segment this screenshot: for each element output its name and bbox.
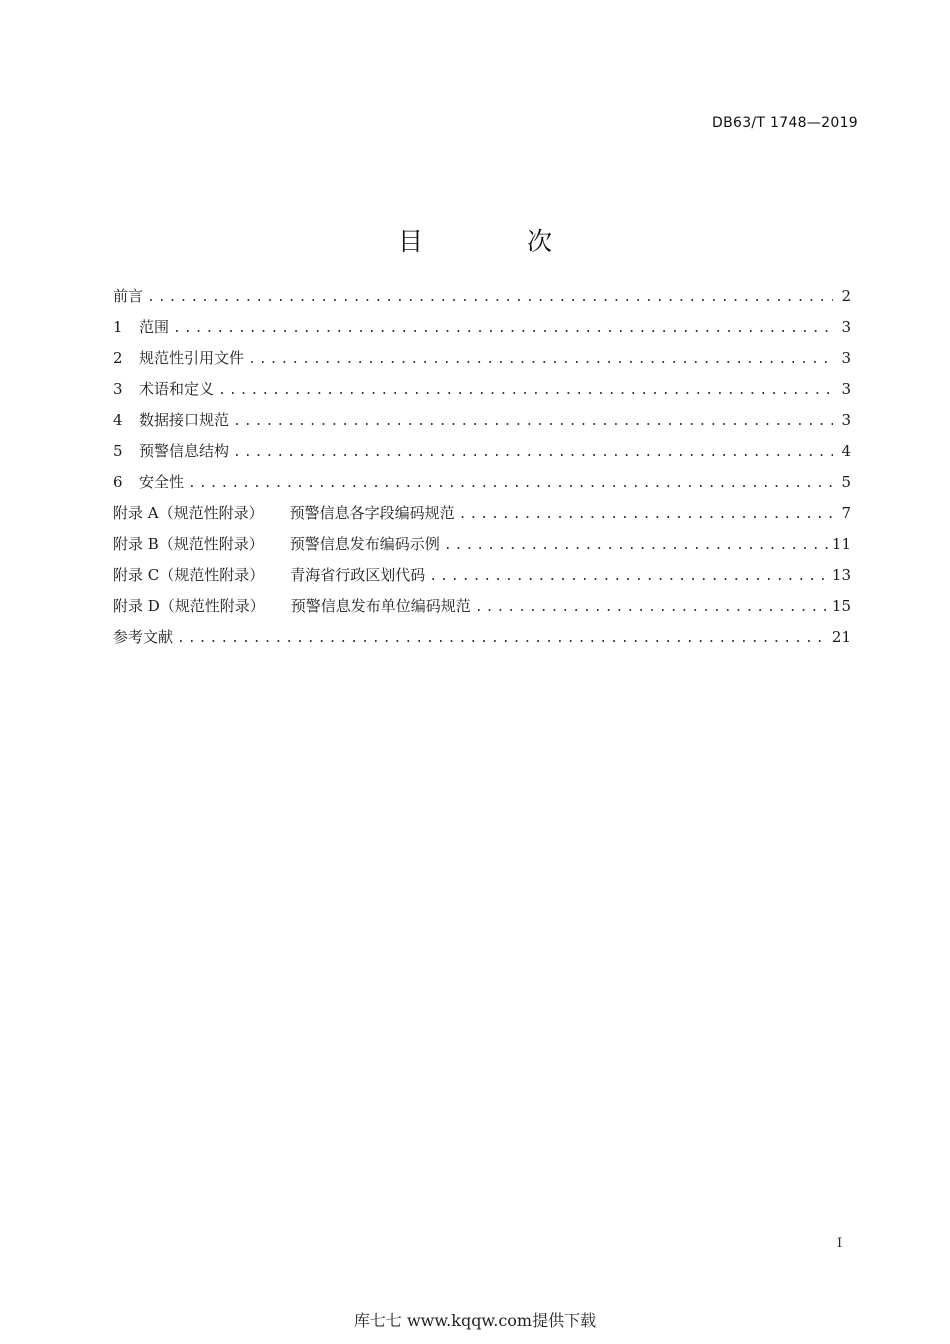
toc-entry-data-interface[interactable] <box>113 410 851 441</box>
toc-entry-page: 5 <box>841 473 851 491</box>
dot-leader <box>233 412 833 432</box>
toc-entry-appendix-prefix: 附录 C（规范性附录） <box>113 566 265 584</box>
toc-entry-page: 21 <box>831 628 851 646</box>
toc-entry-page: 15 <box>831 597 851 615</box>
dot-leader <box>188 474 833 494</box>
toc-entry-warning-structure[interactable] <box>113 441 851 472</box>
toc-entry-bibliography[interactable] <box>113 627 851 658</box>
dot-leader <box>248 350 833 370</box>
toc-entry-page: 3 <box>841 349 851 367</box>
dot-leader <box>459 505 833 525</box>
toc-entry-label: 术语和定义 <box>139 380 215 398</box>
toc-entry-number: 1 <box>113 318 123 336</box>
toc-entry-number: 4 <box>113 411 123 429</box>
toc-entry-label: 前言 <box>113 287 144 305</box>
footer-watermark: 库七七 www.kqqw.com提供下载 <box>353 1311 597 1330</box>
toc-entry-scope[interactable] <box>113 317 851 348</box>
toc-title: 目 次 <box>398 226 600 256</box>
dot-leader <box>218 381 833 401</box>
toc-entry-label: 范围 <box>139 318 170 336</box>
toc-entry-page: 7 <box>841 504 851 522</box>
toc-entry-page: 13 <box>831 566 851 584</box>
toc-entry-appendix-prefix: 附录 B（规范性附录） <box>113 535 264 553</box>
toc-entry-number: 6 <box>113 473 123 491</box>
dot-leader <box>475 598 828 618</box>
dot-leader <box>444 536 828 556</box>
toc-entry-page: 3 <box>841 411 851 429</box>
toc-entry-label: 青海省行政区划代码 <box>290 566 426 584</box>
toc-entry-security[interactable] <box>113 472 851 503</box>
dot-leader <box>233 443 833 463</box>
toc-entry-appendix-a[interactable] <box>113 503 851 534</box>
toc-entry-label: 预警信息各字段编码规范 <box>289 504 455 522</box>
toc-entry-appendix-d[interactable] <box>113 596 851 627</box>
toc-entry-label: 安全性 <box>139 473 185 491</box>
toc-entry-label: 数据接口规范 <box>139 411 230 429</box>
toc-entry-label: 参考文献 <box>113 628 174 646</box>
document-code: DB63/T 1748—2019 <box>712 115 858 131</box>
toc-entry-page: 3 <box>841 380 851 398</box>
toc-entry-normative-references[interactable] <box>113 348 851 379</box>
toc-entry-number: 5 <box>113 442 123 460</box>
toc-entry-label: 预警信息发布编码示例 <box>289 535 440 553</box>
dot-leader <box>173 319 833 339</box>
page-number: I <box>837 1236 843 1251</box>
dot-leader <box>429 567 828 587</box>
toc-entry-terms-definitions[interactable] <box>113 379 851 410</box>
toc-entry-page: 11 <box>831 535 851 553</box>
dot-leader <box>177 629 828 649</box>
toc-entry-number: 2 <box>113 349 123 367</box>
toc-entry-label: 规范性引用文件 <box>139 349 245 367</box>
toc-entry-label: 预警信息结构 <box>139 442 230 460</box>
toc-entry-appendix-prefix: 附录 D（规范性附录） <box>113 597 265 615</box>
toc-entry-appendix-c[interactable] <box>113 565 851 596</box>
toc-entry-page: 2 <box>841 287 851 305</box>
toc-entry-page: 3 <box>841 318 851 336</box>
toc-entry-page: 4 <box>841 442 851 460</box>
table-of-contents <box>113 286 851 658</box>
dot-leader <box>147 288 833 308</box>
toc-entry-appendix-b[interactable] <box>113 534 851 565</box>
toc-entry-label: 预警信息发布单位编码规范 <box>290 597 471 615</box>
toc-entry-number: 3 <box>113 380 123 398</box>
toc-entry-preface[interactable] <box>113 286 851 317</box>
toc-entry-appendix-prefix: 附录 A（规范性附录） <box>113 504 264 522</box>
